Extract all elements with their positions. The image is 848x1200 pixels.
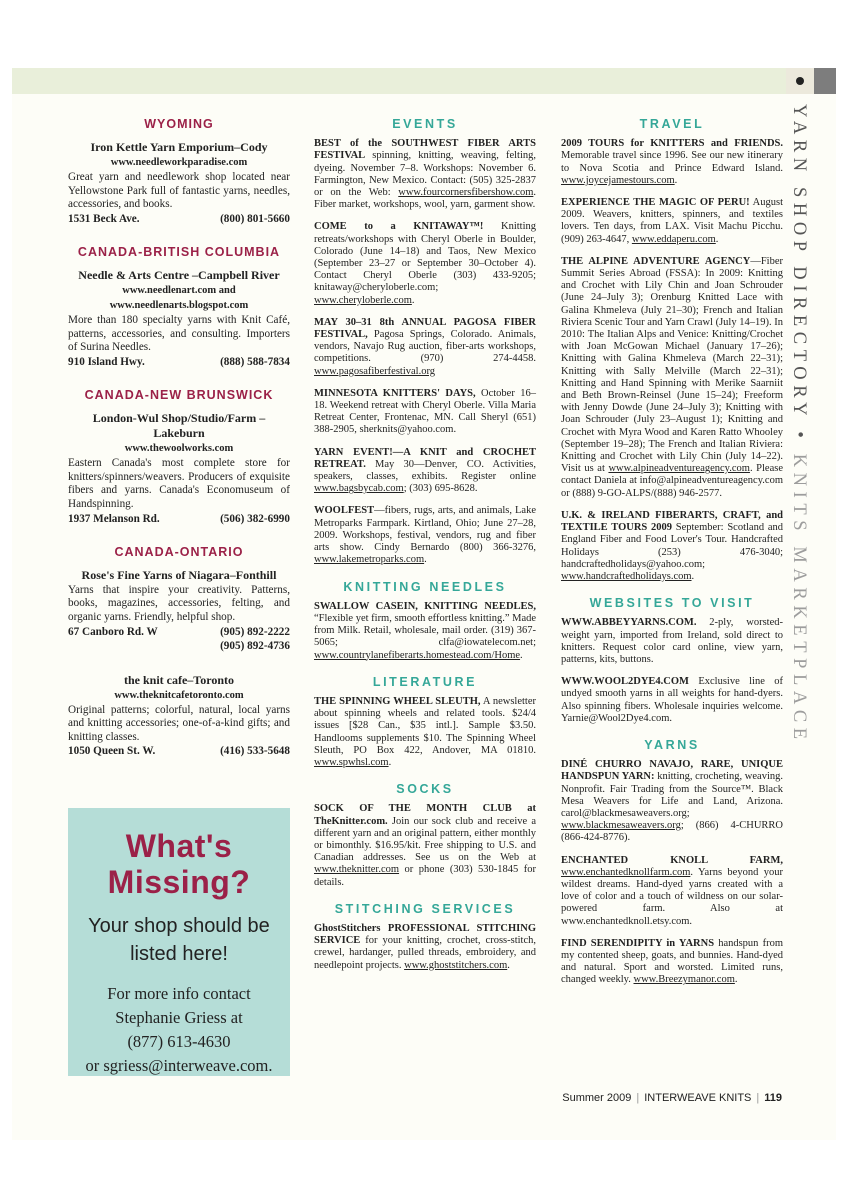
shop-address-row	[68, 625, 290, 653]
classified-entry	[314, 505, 536, 566]
entry-tail: .	[691, 570, 695, 582]
classified-entry	[314, 923, 536, 972]
section-heading: LITERATURE	[372, 674, 478, 689]
entry-lead: MAY 30–31 8th ANNUAL PAGOSA FIBER FESTIVAL,	[314, 316, 536, 341]
entry-tail: .	[507, 959, 510, 971]
shop-url[interactable]: www.needleworkparadise.com	[110, 157, 248, 169]
entry-text: Pagosa Springs, Colorado. Animals, vendors, Navajo Rug auction, fiber-arts workshops, competitions. (970) 274-4458.	[314, 329, 536, 365]
entry-link[interactable]: www.enchantedknollfarm.com	[561, 866, 691, 878]
entry-lead: SWALLOW CASEIN, KNITTING NEEDLES,	[314, 600, 536, 612]
entry-tail: .	[424, 554, 427, 566]
shop-address-row	[68, 355, 290, 369]
shop-address: 910 Island Hwy.	[68, 355, 145, 368]
shop-phone: (416) 533-5648	[220, 745, 290, 758]
column-shops	[68, 112, 290, 778]
shop-phone: (905) 892-2222	[220, 625, 290, 638]
ad-contact-phone: (877) 613-4630	[127, 1032, 231, 1051]
entry-text: August 2009. Weavers, knitters, spinners, and textiles lovers. Ten days, from LAX. Visit Machu Picchu. (909) 263-4647,	[561, 197, 783, 245]
shop-url[interactable]: www.thewoolworks.com	[124, 443, 234, 455]
entry-link[interactable]: www.joycejamestours.com	[561, 174, 675, 186]
classified-entry	[314, 221, 536, 306]
entry-text: Exclusive line of undyed smooth yarns in all weights for hand-dyers. Also spinning fibers. Wholesale inquiries welcome. Yarnie@Wool2Dye4.com.	[561, 676, 783, 724]
classified-entry	[561, 197, 783, 246]
state-heading: WYOMING	[144, 117, 214, 131]
entry-tail: . Fiber market, workshops, wool, yarn, garment show.	[314, 187, 536, 211]
entry-lead: ENCHANTED KNOLL FARM,	[561, 854, 783, 866]
shop-listing	[68, 140, 290, 226]
shop-name: the knit cafe–Toronto	[123, 672, 234, 687]
classified-entry	[314, 803, 536, 888]
section-events	[314, 118, 536, 567]
footer-magazine: INTERWEAVE KNITS	[644, 1092, 752, 1104]
entry-lead: EXPERIENCE THE MAGIC OF PERU!	[561, 197, 750, 209]
entry-text: Join our sock club and receive a different yarn and an original pattern, either monthly or bimonthly. $16.95/kit. Free shipping to U.S. and Canadian addresses. See us on the Web at	[314, 815, 536, 864]
entry-lead: THE ALPINE ADVENTURE AGENCY	[561, 255, 751, 267]
section-heading: STITCHING SERVICES	[334, 901, 516, 916]
state-heading: CANADA-BRITISH COLUMBIA	[77, 244, 281, 259]
section-heading: TRAVEL	[639, 117, 705, 131]
shop-address: 1937 Melanson Rd.	[68, 512, 160, 525]
corner-tab	[814, 68, 836, 94]
shop-description: Original patterns; colorful, natural, local yarns and knitting accessories; one-of-a-kind gifts; and knitting classes.	[68, 703, 290, 743]
state-heading: CANADA-NEW BRUNSWICK	[84, 387, 274, 402]
top-band	[12, 68, 786, 94]
entry-text: October 16–18. Weekend retreat with Cheryl Oberle. Villa Maria Retreat Center, Frontenac, MN. Call Sheryl (651) 388-2905, sherknits@yahoo.com.	[314, 387, 536, 436]
entry-lead: SOCK OF THE MONTH CLUB at TheKnitter.com.	[314, 803, 536, 827]
entry-lead: GhostStitchers PROFESSIONAL STITCHING SERVICE	[314, 922, 536, 947]
ad-contact	[68, 982, 290, 1078]
entry-tail: . Yarns beyond your wildest dreams. Hand-dyed yarns created with a love of color and a touch of wildness on our solar-powered farm. Also at www.enchantedknoll.etsy.com.	[561, 866, 783, 927]
shop-description: More than 180 specialty yarns with Knit Café, patterns, accessories, and consulting. Importers of Surina Needles.	[68, 314, 290, 354]
entry-link[interactable]: www.alpineadventureagency.com	[608, 463, 750, 475]
entry-lead: BEST of the SOUTHWEST FIBER ARTS FESTIVAL	[314, 138, 536, 162]
classified-entry	[314, 138, 536, 211]
section-heading: WEBSITES TO VISIT	[589, 596, 755, 611]
section-heading: SOCKS	[396, 782, 454, 797]
classified-entry	[561, 510, 783, 583]
entry-tail: .	[674, 174, 678, 186]
entry-lead: U.K. & IRELAND FIBERARTS, CRAFT, and TEXTILE TOURS 2009	[561, 509, 783, 534]
shop-description: Eastern Canada's most complete store for knitters/spinners/weavers. Producers of exquisite fibers and yarns. Canada's Economuseum of Handspinning.	[68, 457, 290, 510]
shop-listing	[68, 411, 290, 525]
shop-address-row	[68, 744, 290, 758]
entry-link[interactable]: www.Breezymanor.com	[633, 974, 735, 986]
entry-link[interactable]: www.lakemetroparks.com	[314, 554, 425, 566]
classified-entry	[561, 676, 783, 725]
bullet-icon	[786, 68, 814, 94]
column-classifieds-2	[561, 112, 783, 1001]
section-websites	[561, 597, 783, 725]
entry-text: for your knitting, crochet, cross-stitch, crewel, hardanger, pulled threads, embroidery, and needlepoint projects.	[314, 935, 536, 971]
entry-link[interactable]: www.countrylanefiberarts.homestead.com/Home	[314, 649, 521, 661]
entry-text: September: Scotland and England Fiber and Food Lover's Tour. Handcrafted Holidays (253) 476-3040; handcraftedholidays@yahoo.com;	[561, 522, 783, 570]
ad-contact-line: For more info contact	[107, 984, 251, 1003]
entry-tail: . Please contact Daniela at info@alpineadventureagency.com or (888) 9-GO-ALPS/(888) 946-2577.	[561, 463, 783, 499]
entry-text: Memorable travel since 1996. See our new itinerary to Nova Scotia and Prince Edward Island.	[561, 150, 783, 174]
side-heading-marketplace: KNITS MARKETPLACE	[789, 453, 809, 745]
section-travel	[561, 118, 783, 583]
entry-tail: or phone (303) 530-1845 for details.	[314, 864, 536, 888]
classified-entry	[314, 447, 536, 496]
entry-lead: WWW.ABBEYYARNS.COM.	[561, 617, 697, 629]
shop-name: Needle & Arts Centre –Campbell River	[78, 268, 280, 283]
ad-title: What's Missing?	[107, 828, 251, 900]
section-yarns	[561, 739, 783, 987]
shop-phone: (800) 801-5660	[220, 212, 290, 225]
shop-address: 67 Canboro Rd. W	[68, 625, 158, 638]
shop-phone-alt: (905) 892-4736	[220, 639, 290, 652]
classified-entry	[561, 855, 783, 928]
entry-link[interactable]: www.handcraftedholidays.com	[561, 570, 692, 582]
entry-tail: .	[520, 649, 523, 661]
shop-listing	[68, 673, 290, 759]
advertisement-box	[68, 808, 290, 1076]
entry-link[interactable]: www.blackmesaweavers.org	[561, 820, 681, 832]
entry-text: Knitting retreats/workshops with Cheryl Oberle in Boulder, Colorado (June 14–18) and Taos, New Mexico (September 23–27 or September 30–October 4). Contact Cheryl Oberle (303) 433-9205; knitaway@cheryloberle.com;	[314, 221, 536, 294]
shop-phone: (506) 382-6990	[220, 512, 290, 525]
footer-issue: Summer 2009	[562, 1092, 632, 1104]
section-knitting-needles	[314, 581, 536, 662]
page-footer	[540, 1092, 782, 1104]
entry-lead: DINÉ CHURRO NAVAJO, RARE, UNIQUE HANDSPUN YARN:	[561, 759, 783, 783]
entry-lead: FIND SERENDIPITY in YARNS	[561, 937, 715, 949]
state-heading: CANADA-ONTARIO	[114, 544, 244, 559]
classified-entry	[561, 759, 783, 844]
entry-lead: WWW.WOOL2DYE4.COM	[561, 676, 689, 688]
entry-lead: MINNESOTA KNITTERS' DAYS,	[314, 387, 476, 399]
ad-subtitle: Your shop should be listed here!	[88, 915, 270, 965]
shop-name: London-Wul Shop/Studio/Farm –Lakeburn	[92, 411, 266, 441]
classified-entry	[561, 138, 783, 187]
section-socks	[314, 783, 536, 889]
entry-text: handspun from my contented sheep, goats, and bunnies. Hand-dyed and natural. Sport and worsted. Limited runs, changed weekly.	[561, 937, 783, 986]
section-heading: EVENTS	[392, 117, 458, 131]
section-literature	[314, 676, 536, 769]
entry-lead: THE SPINNING WHEEL SLEUTH,	[314, 695, 481, 707]
shop-address: 1050 Queen St. W.	[68, 745, 156, 758]
entry-link[interactable]: www.theknitter.com	[314, 864, 400, 876]
ad-contact-name: Stephanie Griess at	[115, 1008, 243, 1027]
classified-entry	[314, 601, 536, 662]
entry-link[interactable]: www.pagosafiberfestival.org	[314, 365, 436, 377]
side-heading	[784, 104, 814, 745]
entry-text: May 30—Denver, CO. Activities, speakers, classes, exhibits. Register online	[314, 458, 536, 483]
shop-name: Iron Kettle Yarn Emporium–Cody	[90, 140, 268, 155]
entry-tail: .	[411, 294, 415, 306]
entry-link[interactable]: www.cheryloberle.com	[314, 294, 412, 306]
classified-entry	[314, 696, 536, 769]
entry-lead: WOOLFEST	[314, 505, 375, 517]
shop-listing	[68, 568, 290, 653]
entry-tail: ; (866) 4-CHURRO (866-424-8776).	[561, 820, 783, 844]
ad-contact-email[interactable]: or sgriess@interweave.com.	[85, 1056, 273, 1075]
footer-divider: |	[756, 1092, 760, 1104]
shop-phone: (888) 588-7834	[220, 355, 290, 368]
shop-address: 1531 Beck Ave.	[68, 212, 140, 225]
entry-lead: YARN EVENT!—A KNIT and CROCHET RETREAT.	[314, 446, 536, 470]
section-heading: KNITTING NEEDLES	[343, 579, 507, 594]
shop-address-row	[68, 212, 290, 226]
entry-text: “Flexible yet firm, smooth effortless knitting.” Made from Milk. Retail, wholesale, mail order. (319) 367-5065; clfa@iowatelecom.net;	[314, 612, 537, 649]
side-heading-separator: •	[789, 431, 809, 444]
shop-listing	[68, 268, 290, 369]
entry-link[interactable]: www.spwhsl.com	[314, 756, 389, 768]
shop-url[interactable]: www.needlenart.com and www.needlenarts.blogspot.com	[109, 285, 249, 312]
shop-phone-pair	[220, 625, 290, 653]
entry-lead: COME to a KNITAWAY™!	[314, 221, 484, 233]
shop-url[interactable]: www.theknitcafetoronto.com	[114, 689, 244, 701]
entry-lead: 2009 TOURS for KNITTERS and FRIENDS.	[561, 138, 783, 150]
classified-entry	[314, 388, 536, 437]
entry-text: A newsletter about spinning wheels and related tools. $24/4 issues [$28 Can., $35 intl.]. Sample $3.50. Handlooms supplements $10. The Spinning Wheel Sleuth, PO Box 422, Andover, MA 01810.	[314, 695, 536, 756]
shop-description: Great yarn and needlework shop located near Yellowstone Park full of fantastic yarns, needles, accessories, and books.	[68, 171, 290, 211]
entry-text: —fibers, rugs, arts, and animals, Lake Metroparks Farmpark. Kirtland, Ohio; June 27–28, 2009. Workshops, festival, vendors, rug and fiber arts show. Cindy Bernardo (800) 366-3276,	[314, 505, 536, 554]
section-stitching-services	[314, 903, 536, 972]
entry-tail: .	[388, 756, 392, 768]
entry-text: knitting, crocheting, weaving. Nonprofit. Fair Trading from the Source™. Black Mesa Weavers for Life and Land, Arizona. carol@blackmesaweavers.org;	[561, 771, 783, 819]
classified-entry	[561, 938, 783, 987]
entry-link[interactable]: www.bagsbycab.com	[314, 483, 404, 495]
entry-tail: .	[734, 974, 738, 986]
column-classifieds	[314, 112, 536, 986]
classified-entry	[314, 317, 536, 378]
section-heading: YARNS	[644, 737, 700, 752]
entry-link[interactable]: www.ghoststitchers.com	[404, 959, 508, 971]
entry-text: —Fiber Summit Series Abroad (FSSA): In 2009: Knitting and Crochet with Lily Chin and Joan Schrouder (June 24–July 3); Orenburg Knitted Lace with Galina Khmeleva (July 21–30); French and Italian Riviera Scenic Tour and Yarn Crawl (July 14–19). In 2010: The Italian Alps and Venice: Knitting/Crochet with Joan McGowan Michael (January 17–26); Knitting with Galina Khmeleva (March 22–31); Knitting with Sally Melville (March 22–31); Knitting and Hand Spinning with Merike Saarniit and Beth Brown-Reinsel (June 15–24); Freeform with Jenny Dowde (June 24–July 3); Knitting with Joan Schrouder (July 23–August 1); Knitting and Crochet with Myra Wood and Karen Ratto Whooley (September 19–28); The French and Italian Riviera: Knitting and Crochet with Lily Chin (July 14–22). Visit us at	[561, 255, 783, 475]
classified-entry	[561, 617, 783, 666]
shop-name: Rose's Fine Yarns of Niagara–Fonthill	[81, 567, 277, 582]
entry-text: 2-ply, worsted-weight yarn, imported from Ireland, sold direct to knitters. Request color card online, view yarn, patterns, kits, buttons.	[561, 617, 783, 665]
side-heading-directory: YARN SHOP DIRECTORY	[789, 104, 809, 422]
entry-link[interactable]: www.eddaperu.com	[631, 233, 716, 245]
entry-tail: .	[715, 233, 719, 245]
shop-description: Yarns that inspire your creativity. Patterns, books, magazines, accessories, felting, and organic yarns. Friendly, helpful shop.	[68, 583, 290, 623]
entry-link[interactable]: www.fourcornersfibershow.com	[398, 187, 534, 199]
page-number: 119	[764, 1092, 782, 1104]
classified-entry	[561, 256, 783, 500]
shop-address-row	[68, 512, 290, 526]
entry-text: spinning, knitting, weaving, felting, dyeing. November 7–8. Workshops: November 6. Farmington, New Mexico. Contact: (505) 325-2837 or on the Web:	[314, 150, 536, 199]
entry-tail: ; (303) 695-8628.	[403, 483, 478, 495]
footer-divider: |	[636, 1092, 640, 1104]
